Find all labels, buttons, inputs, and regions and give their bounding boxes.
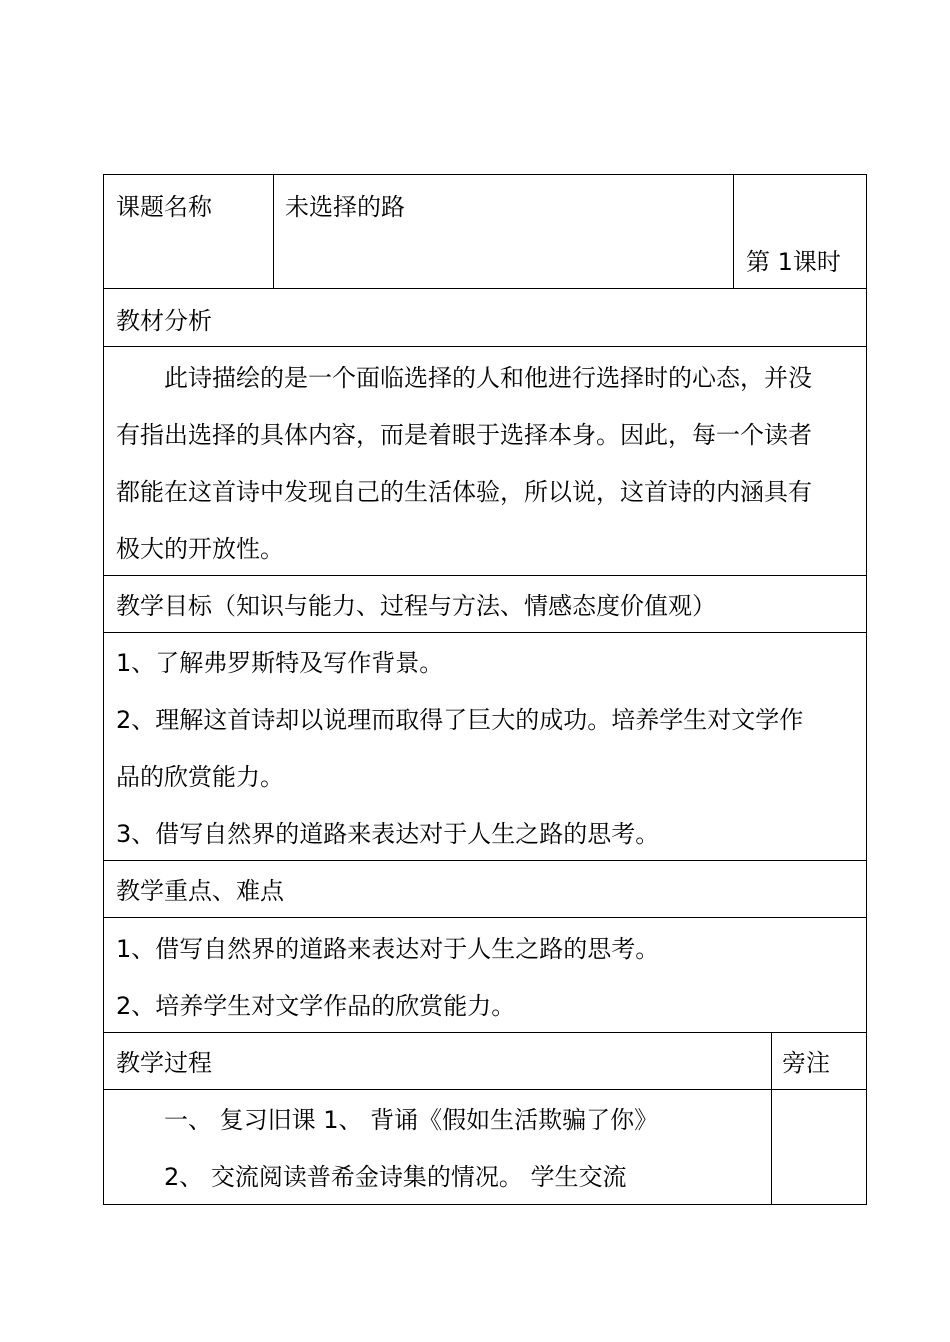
keypoints-line: 2、培养学生对文学作品的欣赏能力。 (116, 992, 516, 1020)
rule (103, 917, 867, 918)
process-line: 2、 交流阅读普希金诗集的情况。 学生交流 (164, 1163, 627, 1191)
topic-label: 课题名称 (116, 193, 212, 221)
rule (103, 1204, 867, 1205)
keypoints-line: 1、借写自然界的道路来表达对于人生之路的思考。 (116, 935, 660, 963)
goals-line: 品的欣赏能力。 (116, 763, 284, 791)
notes-heading: 旁注 (782, 1049, 830, 1077)
analysis-line: 此诗描绘的是一个面临选择的人和他进行选择时的心态，并没 (164, 364, 812, 392)
goals-line: 2、理解这首诗却以说理而取得了巨大的成功。培养学生对文学作 (116, 706, 804, 734)
rule (733, 174, 734, 289)
analysis-line: 有指出选择的具体内容，而是着眼于选择本身。因此，每一个读者 (116, 421, 812, 449)
rule (103, 1089, 867, 1090)
period-label: 第 1课时 (746, 248, 841, 276)
goals-line: 1、了解弗罗斯特及写作背景。 (116, 649, 444, 677)
goals-line: 3、借写自然界的道路来表达对于人生之路的思考。 (116, 820, 660, 848)
rule (103, 575, 867, 576)
rule (103, 860, 867, 861)
goals-heading: 教学目标（知识与能力、过程与方法、情感态度价值观） (116, 592, 716, 620)
rule (103, 288, 867, 289)
process-line: 一、 复习旧课 1、 背诵《假如生活欺骗了你》 (164, 1106, 659, 1134)
rule (103, 1032, 867, 1033)
rule (103, 174, 104, 1205)
process-heading: 教学过程 (116, 1049, 212, 1077)
analysis-heading: 教材分析 (116, 307, 212, 335)
analysis-line: 极大的开放性。 (116, 535, 284, 563)
rule (771, 1032, 772, 1205)
keypoints-heading: 教学重点、难点 (116, 877, 284, 905)
rule (273, 174, 274, 289)
rule (103, 174, 867, 175)
rule (103, 346, 867, 347)
topic-value: 未选择的路 (285, 193, 405, 221)
rule (103, 632, 867, 633)
analysis-line: 都能在这首诗中发现自己的生活体验，所以说，这首诗的内涵具有 (116, 478, 812, 506)
rule (866, 174, 867, 1205)
